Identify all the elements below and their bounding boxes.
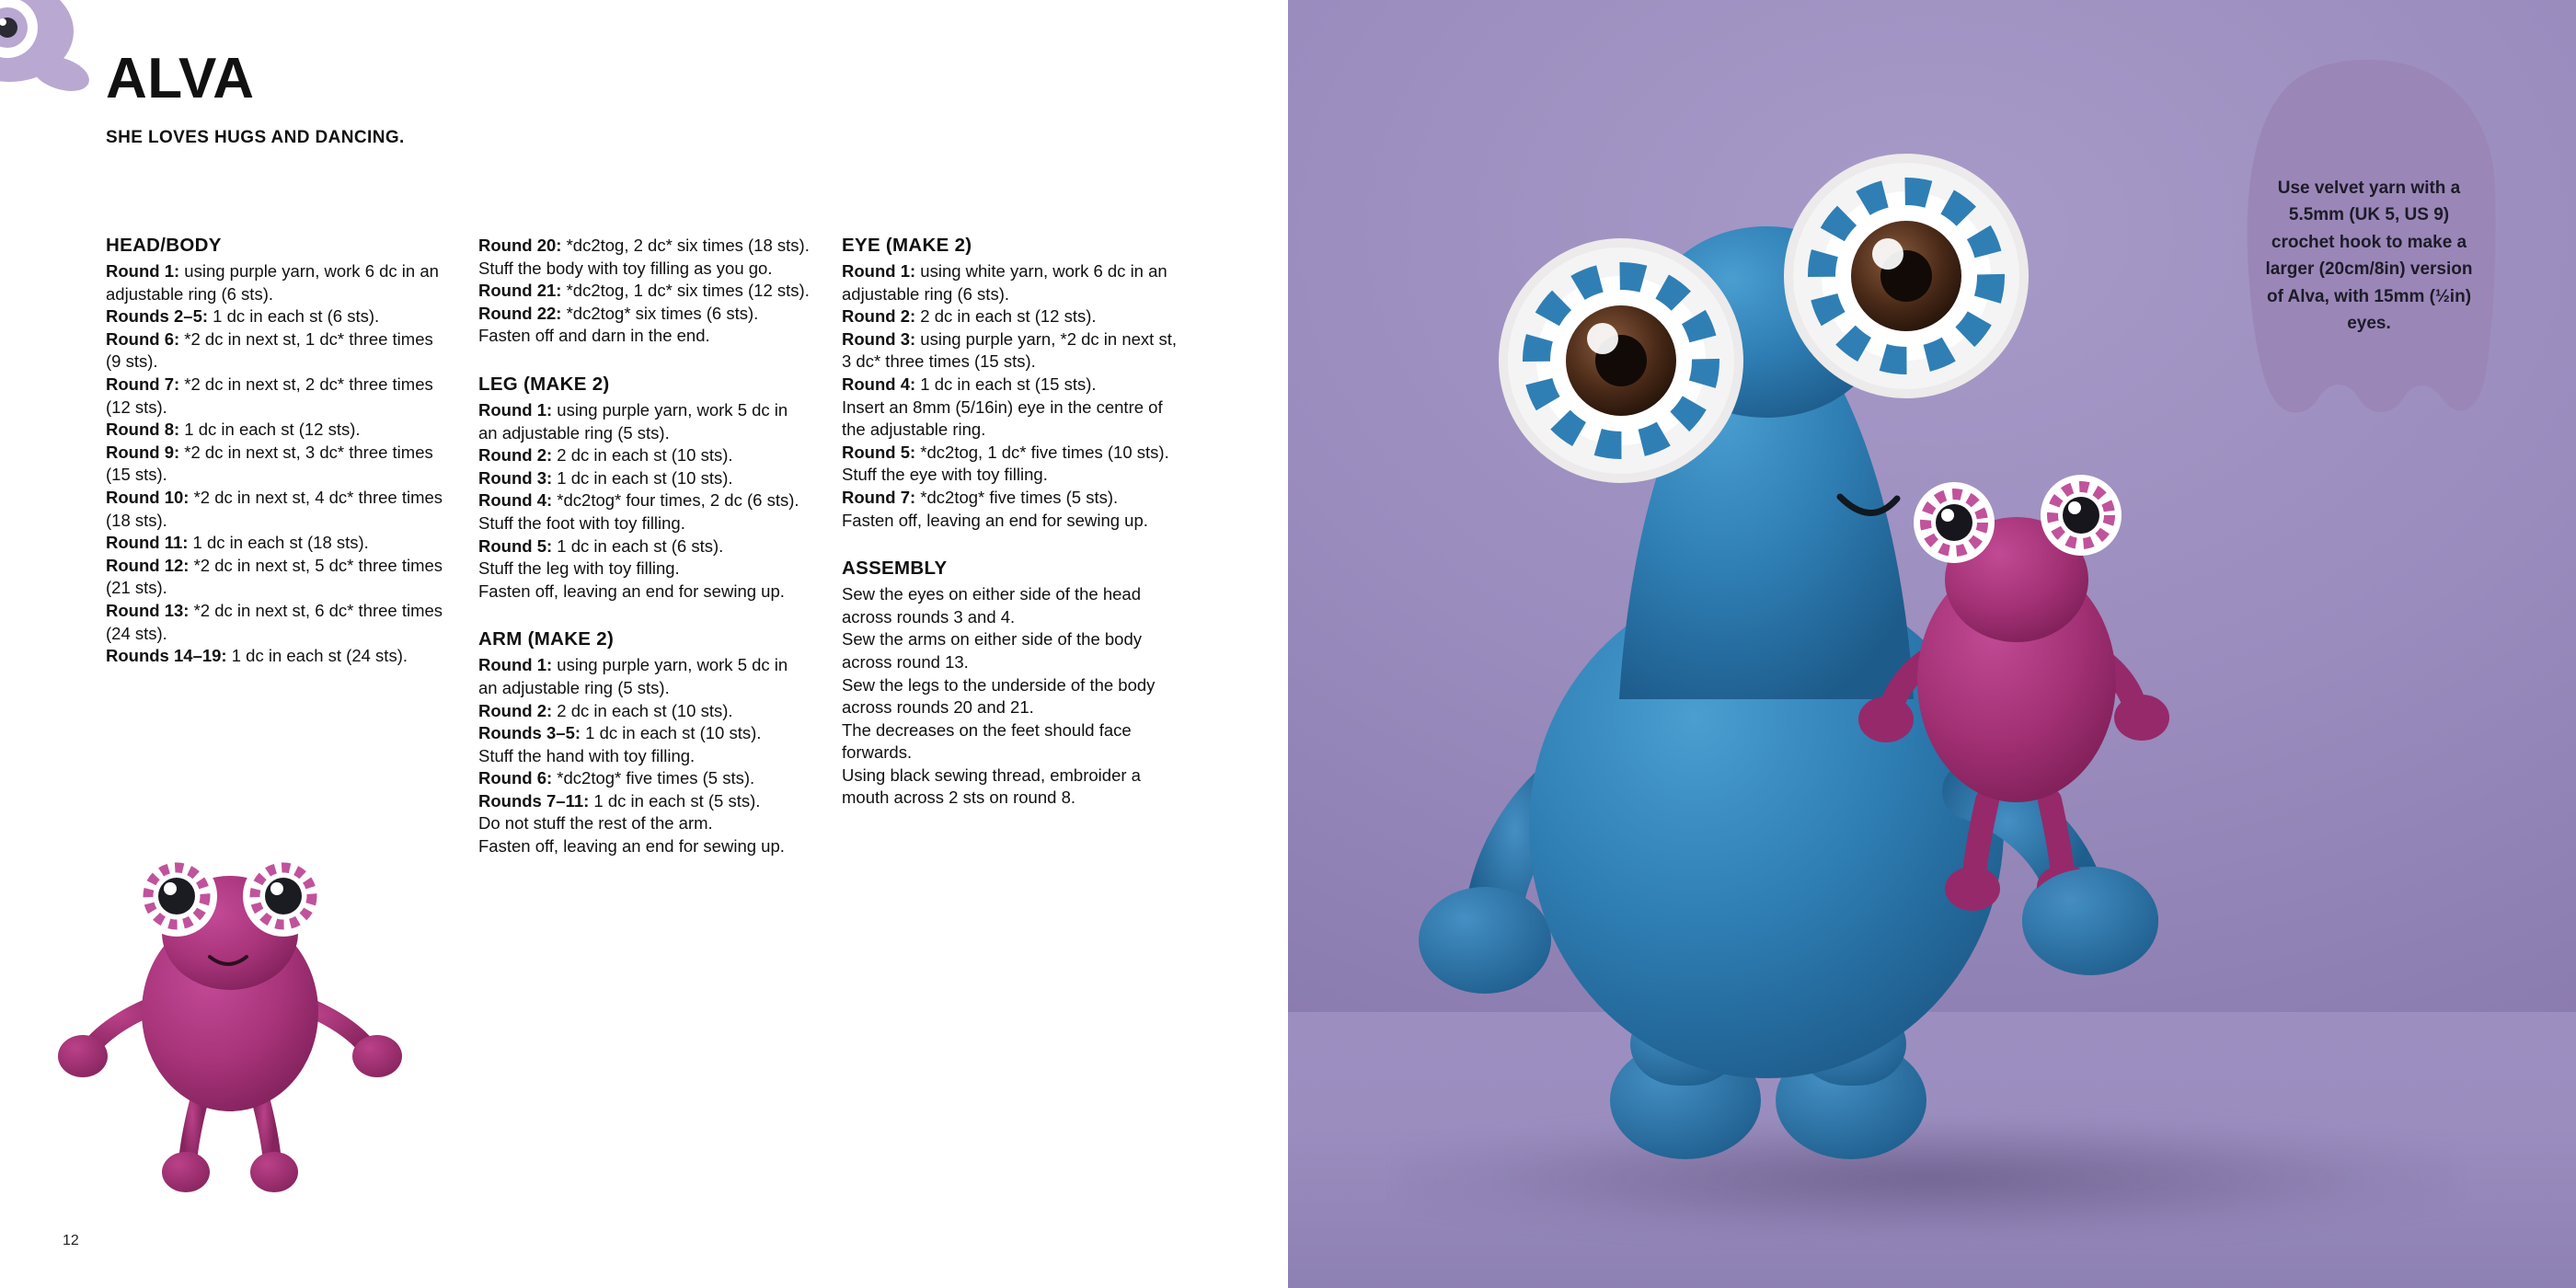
pattern-line: Round 10: *2 dc in next st, 4 dc* three times (18 sts). [106, 487, 443, 530]
title-block [106, 47, 405, 148]
right-page-photo [1288, 0, 2576, 1288]
section-assembly [842, 558, 1178, 810]
pattern-line: Round 7: *dc2tog* five times (5 sts). [842, 487, 1119, 507]
pattern-line: Round 8: 1 dc in each st (12 sts). [106, 420, 361, 440]
pattern-line: Round 4: 1 dc in each st (15 sts). [842, 374, 1097, 394]
section-heading: ASSEMBLY [842, 558, 948, 580]
section-head-body-continued [478, 235, 810, 348]
column-1 [106, 235, 478, 858]
section-eye [842, 235, 1178, 532]
pattern-line: Insert an 8mm (5/16in) eye in the centre of the adjustable ring. [842, 397, 1163, 440]
pattern-line: Using black sewing thread, embroider a mouth across 2 sts on round 8. [842, 765, 1141, 808]
pattern-line: Fasten off, leaving an end for sewing up. [478, 581, 785, 601]
pattern-line: Round 7: *2 dc in next st, 2 dc* three times (12 sts). [106, 374, 433, 417]
pattern-line: Sew the legs to the underside of the body across rounds 20 and 21. [842, 674, 1156, 718]
pattern-line: Round 11: 1 dc in each st (18 sts). [106, 533, 369, 553]
section-leg [478, 374, 810, 603]
pattern-line: Stuff the leg with toy filling. [478, 558, 680, 579]
pattern-line: Round 9: *2 dc in next st, 3 dc* three times (15 sts). [106, 442, 433, 485]
pattern-line: Round 21: *dc2tog, 1 dc* six times (12 sts). [478, 281, 810, 301]
page-title: ALVA [106, 47, 255, 110]
inset-photo-mini-monster [55, 819, 432, 1205]
pattern-line: Round 4: *dc2tog* four times, 2 dc (6 sts). [478, 490, 799, 511]
pattern-line: Round 22: *dc2tog* six times (6 sts). [478, 303, 759, 323]
pattern-line: Fasten off, leaving an end for sewing up. [842, 510, 1148, 530]
pattern-line: Round 3: 1 dc in each st (10 sts). [478, 467, 733, 488]
pattern-line: Round 1: using purple yarn, work 5 dc in an adjustable ring (5 sts). [478, 655, 788, 697]
pattern-line: Sew the arms on either side of the body across round 13. [842, 629, 1142, 672]
section-heading: HEAD/BODY [106, 235, 222, 256]
pattern-line: Round 1: using purple yarn, work 6 dc in an adjustable ring (6 sts). [106, 261, 439, 304]
pattern-line: Round 6: *dc2tog* five times (5 sts). [478, 768, 755, 788]
pattern-line: Stuff the hand with toy filling. [478, 745, 696, 765]
pattern-line: Fasten off, leaving an end for sewing up. [478, 836, 785, 857]
pattern-line: Fasten off and darn in the end. [478, 326, 710, 346]
pattern-line: Round 1: using purple yarn, work 5 dc in an adjustable ring (5 sts). [478, 399, 788, 443]
section-arm [478, 628, 810, 857]
page-subtitle: SHE LOVES HUGS AND DANCING. [106, 128, 405, 147]
pattern-line: Round 2: 2 dc in each st (10 sts). [478, 445, 733, 466]
pattern-line: Round 20: *dc2tog, 2 dc* six times (18 sts). [478, 236, 810, 255]
section-heading: LEG (MAKE 2) [478, 373, 610, 395]
pattern-line: Sew the eyes on either side of the head across rounds 3 and 4. [842, 584, 1141, 627]
column-2 [478, 235, 842, 858]
pattern-line: Stuff the eye with toy filling. [842, 465, 1048, 485]
pattern-line: Round 5: 1 dc in each st (6 sts). [478, 535, 724, 556]
pattern-line: Round 1: using white yarn, work 6 dc in an adjustable ring (6 sts). [842, 261, 1167, 304]
pattern-line: Round 6: *2 dc in next st, 1 dc* three times (9 sts). [106, 328, 433, 372]
pattern-line: Round 13: *2 dc in next st, 6 dc* three times (24 sts). [106, 600, 443, 643]
pattern-line: Rounds 7–11: 1 dc in each st (5 sts). [478, 790, 761, 811]
pattern-line: Round 2: 2 dc in each st (12 sts). [842, 306, 1097, 327]
tip-callout-text: Use velvet yarn with a 5.5mm (UK 5, US 9) crochet hook to make a larger (20cm/8in) version of Alva, with 15mm (½in) eyes. [2265, 178, 2473, 334]
pattern-line: Rounds 14–19: 1 dc in each st (24 sts). [106, 646, 408, 666]
pattern-line: Round 3: using purple yarn, *2 dc in next st, 3 dc* three times (15 sts). [842, 328, 1177, 372]
section-heading: ARM (MAKE 2) [478, 628, 615, 650]
section-heading: EYE (MAKE 2) [842, 235, 972, 256]
pattern-line: Round 5: *dc2tog, 1 dc* five times (10 sts). [842, 442, 1169, 462]
pattern-line: Rounds 2–5: 1 dc in each st (6 sts). [106, 306, 380, 327]
pattern-line: The decreases on the feet should face forwards. [842, 719, 1132, 763]
pattern-line: Stuff the foot with toy filling. [478, 512, 685, 533]
pattern-columns [106, 235, 1224, 858]
pattern-line: Round 2: 2 dc in each st (10 sts). [478, 700, 733, 720]
pattern-line: Do not stuff the rest of the arm. [478, 813, 713, 834]
page-number: 12 [63, 1233, 79, 1248]
tip-callout [2217, 51, 2521, 437]
section-head-body [106, 235, 446, 668]
pattern-line: Stuff the body with toy filling as you go. [478, 258, 773, 278]
pattern-line: Rounds 3–5: 1 dc in each st (10 sts). [478, 723, 762, 743]
pattern-line: Round 12: *2 dc in next st, 5 dc* three times (21 sts). [106, 555, 443, 598]
column-3 [842, 235, 1210, 858]
